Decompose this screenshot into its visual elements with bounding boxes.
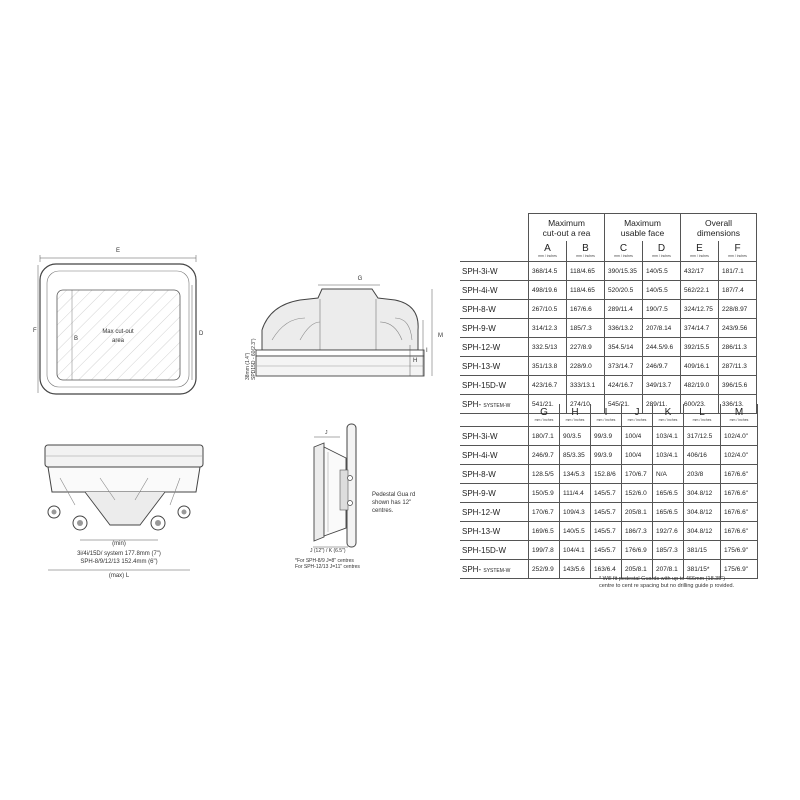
- value-cell: 336/13.: [719, 395, 757, 414]
- value-cell: 140/5.5: [643, 281, 681, 300]
- table-row: [460, 281, 757, 300]
- value-cell: 185/7.3: [653, 541, 684, 560]
- value-cell: 246/9.7: [529, 446, 560, 465]
- table-row: [460, 465, 758, 484]
- value-cell: 103/4.1: [653, 446, 684, 465]
- table-row: [460, 503, 758, 522]
- cutout-label-2: area: [111, 338, 125, 344]
- value-cell: 118/4.65: [567, 262, 605, 281]
- table-row: [460, 522, 758, 541]
- model-cell: SPH-13-W: [460, 522, 529, 541]
- value-cell: 314/12.3: [529, 319, 567, 338]
- value-cell: 170/6.7: [529, 503, 560, 522]
- value-cell: 99/3.9: [591, 446, 622, 465]
- value-cell: 152/6.0: [622, 484, 653, 503]
- dim-d-label: D: [199, 331, 204, 337]
- rear-max-label: (max) L: [108, 573, 130, 579]
- value-cell: 111/4.4: [560, 484, 591, 503]
- value-cell: 205/8.1: [622, 503, 653, 522]
- model-cell: SPH- SYSTEM-W: [460, 560, 529, 579]
- pedestal-label-3: centres.: [372, 508, 394, 514]
- column-header: A mm / inches: [529, 241, 567, 262]
- value-cell: 545/21.: [605, 395, 643, 414]
- value-cell: 90/3.5: [560, 427, 591, 446]
- table-row: [460, 262, 757, 281]
- value-cell: 304.8/12: [684, 484, 721, 503]
- value-cell: 498/19.6: [529, 281, 567, 300]
- value-cell: 199/7.8: [529, 541, 560, 560]
- value-cell: 143/5.6: [560, 560, 591, 579]
- value-cell: 409/16.1: [681, 357, 719, 376]
- value-cell: 170/6.7: [622, 465, 653, 484]
- model-cell: SPH-9-W: [460, 484, 529, 503]
- table-row: [460, 446, 758, 465]
- table-row: [460, 427, 758, 446]
- value-cell: 103/4.1: [653, 427, 684, 446]
- mount-dim-top: J: [325, 430, 328, 436]
- value-cell: 541/21.: [529, 395, 567, 414]
- value-cell: 102/4.0": [721, 427, 758, 446]
- pedestal-label-2: shown has 12": [372, 500, 412, 506]
- model-cell: SPH-4i-W: [460, 446, 529, 465]
- value-cell: 163/6.4: [591, 560, 622, 579]
- dim-b-label: B: [74, 336, 79, 342]
- model-suffix: SYSTEM-W: [483, 402, 511, 409]
- column-header: I mm / inches: [591, 404, 622, 427]
- value-cell: 140/5.5: [643, 262, 681, 281]
- value-cell: 180/7.1: [529, 427, 560, 446]
- side-note-2: SPD15D - 60(2.3"): [251, 338, 257, 380]
- value-cell: 175/6.9": [721, 541, 758, 560]
- model-cell: SPH-4i-W: [460, 281, 529, 300]
- model-cell: SPH-15D-W: [460, 376, 529, 395]
- value-cell: 432/17: [681, 262, 719, 281]
- value-cell: 396/15.6: [719, 376, 757, 395]
- value-cell: N/A: [653, 465, 684, 484]
- value-cell: 390/15.35: [605, 262, 643, 281]
- side-view-drawing: [245, 276, 443, 380]
- pedestal-label-1: Pedestal Gua rd: [372, 492, 416, 498]
- model-cell: SPH-12-W: [460, 338, 529, 357]
- value-cell: 181/7.1: [719, 262, 757, 281]
- table1-body: [460, 262, 757, 414]
- rear-note-2: SPH-8/9/12/13 152.4mm (6"): [80, 559, 158, 565]
- value-cell: 165/6.5: [653, 503, 684, 522]
- table2-body: [460, 427, 758, 579]
- footnote-line-2: centre to cent re spacing but no drilling guide p rovided.: [599, 583, 735, 589]
- table-row: [460, 376, 757, 395]
- table-row: [460, 484, 758, 503]
- value-cell: 368/14.5: [529, 262, 567, 281]
- value-cell: 351/13.8: [529, 357, 567, 376]
- footnote: [599, 576, 789, 590]
- value-cell: 374/14.7: [681, 319, 719, 338]
- dim-e-label: E: [115, 248, 121, 254]
- value-cell: 482/19.0: [681, 376, 719, 395]
- column-header: M mm / inches: [721, 404, 758, 427]
- column-header: C mm / inches: [605, 241, 643, 262]
- value-cell: 109/4.3: [560, 503, 591, 522]
- value-cell: 190/7.5: [643, 300, 681, 319]
- table-row: [460, 541, 758, 560]
- value-cell: 167/6.6": [721, 503, 758, 522]
- value-cell: 274/10.: [567, 395, 605, 414]
- value-cell: 85/3.35: [560, 446, 591, 465]
- value-cell: 100/4: [622, 427, 653, 446]
- value-cell: 244.5/9.6: [643, 338, 681, 357]
- value-cell: 286/11.3: [719, 338, 757, 357]
- value-cell: 140/5.5: [560, 522, 591, 541]
- value-cell: 228/9.0: [567, 357, 605, 376]
- value-cell: 187/7.4: [719, 281, 757, 300]
- value-cell: 373/14.7: [605, 357, 643, 376]
- model-cell: SPH-8-W: [460, 465, 529, 484]
- value-cell: 99/3.9: [591, 427, 622, 446]
- value-cell: 381/15*: [684, 560, 721, 579]
- value-cell: 406/16: [684, 446, 721, 465]
- dim-m-label: M: [438, 333, 443, 339]
- value-cell: 289/11.4: [605, 300, 643, 319]
- value-cell: 332.5/13: [529, 338, 567, 357]
- value-cell: 246/9.7: [643, 357, 681, 376]
- value-cell: 207/8.14: [643, 319, 681, 338]
- value-cell: 203/8: [684, 465, 721, 484]
- dim-i-label: I: [426, 348, 428, 354]
- model-cell: SPH- SYSTEM-W: [460, 395, 529, 414]
- column-header: H mm / inches: [560, 404, 591, 427]
- group-header-overall: Overall dimensions: [681, 214, 757, 242]
- value-cell: 167/6.6": [721, 522, 758, 541]
- value-cell: 100/4: [622, 446, 653, 465]
- value-cell: 381/15: [684, 541, 721, 560]
- footnote-line-1: * Will fit pedestal Guards with up to 466mm (18.35"): [599, 576, 726, 582]
- rear-min-label: (min): [112, 541, 126, 547]
- value-cell: 228/8.97: [719, 300, 757, 319]
- value-cell: 227/8.9: [567, 338, 605, 357]
- cutout-label-1: Max cut-out: [102, 329, 134, 335]
- value-cell: 134/5.3: [560, 465, 591, 484]
- value-cell: 324/12.75: [681, 300, 719, 319]
- value-cell: 336/13.2: [605, 319, 643, 338]
- value-cell: 145/5.7: [591, 541, 622, 560]
- model-cell: SPH-3i-W: [460, 262, 529, 281]
- value-cell: 152.8/6: [591, 465, 622, 484]
- column-header-row: [460, 404, 758, 427]
- value-cell: 118/4.65: [567, 281, 605, 300]
- front-view-drawing: [33, 248, 204, 394]
- value-cell: 169/6.5: [529, 522, 560, 541]
- table-row: [460, 338, 757, 357]
- value-cell: 333/13.1: [567, 376, 605, 395]
- model-cell: SPH-3i-W: [460, 427, 529, 446]
- value-cell: 304.8/12: [684, 522, 721, 541]
- value-cell: 102/4.0": [721, 446, 758, 465]
- value-cell: 175/6.9": [721, 560, 758, 579]
- table-row: [460, 357, 757, 376]
- value-cell: 165/6.5: [653, 484, 684, 503]
- value-cell: 145/5.7: [591, 522, 622, 541]
- table-row: [460, 319, 757, 338]
- side-note-1: 38mm (1.4"): [245, 352, 251, 380]
- value-cell: 167/6.6: [567, 300, 605, 319]
- value-cell: 167/6.6": [721, 484, 758, 503]
- value-cell: 392/15.5: [681, 338, 719, 357]
- value-cell: 304.8/12: [684, 503, 721, 522]
- value-cell: 145/5.7: [591, 484, 622, 503]
- column-header: L mm / inches: [684, 404, 721, 427]
- column-header: K mm / inches: [653, 404, 684, 427]
- value-cell: 317/12.5: [684, 427, 721, 446]
- column-header: B mm / inches: [567, 241, 605, 262]
- value-cell: 289/11.: [643, 395, 681, 414]
- rear-note-1: 3i/4i/15D/ system 177.8mm (7"): [77, 551, 161, 557]
- value-cell: 349/13.7: [643, 376, 681, 395]
- value-cell: 252/9.9: [529, 560, 560, 579]
- mount-bottom-dim: J (12") / K (6.5"): [310, 548, 346, 554]
- value-cell: 243/9.56: [719, 319, 757, 338]
- value-cell: 600/23.: [681, 395, 719, 414]
- column-header: E mm / inches: [681, 241, 719, 262]
- rear-view-drawing: [45, 445, 203, 579]
- value-cell: 150/5.9: [529, 484, 560, 503]
- value-cell: 424/16.7: [605, 376, 643, 395]
- value-cell: 104/4.1: [560, 541, 591, 560]
- dim-f-label: F: [33, 328, 37, 334]
- column-header: D mm / inches: [643, 241, 681, 262]
- value-cell: 423/16.7: [529, 376, 567, 395]
- column-header: G mm / inches: [529, 404, 560, 427]
- column-header-row: [460, 241, 757, 262]
- mount-view-drawing: [295, 424, 415, 570]
- value-cell: 520/20.5: [605, 281, 643, 300]
- model-cell: SPH-8-W: [460, 300, 529, 319]
- column-header: F mm / inches: [719, 241, 757, 262]
- mount-note-2: For SPH-12/13 J=11" centres: [295, 564, 360, 570]
- group-header-cutout: Maximum cut-out a rea: [529, 214, 605, 242]
- group-header-usable-face: Maximum usable face: [605, 214, 681, 242]
- value-cell: 128.5/5: [529, 465, 560, 484]
- value-cell: 185/7.3: [567, 319, 605, 338]
- model-cell: SPH-13-W: [460, 357, 529, 376]
- value-cell: 207/8.1: [653, 560, 684, 579]
- value-cell: 267/10.5: [529, 300, 567, 319]
- table-row: [460, 300, 757, 319]
- dim-g-label: G: [357, 276, 363, 282]
- value-cell: 186/7.3: [622, 522, 653, 541]
- value-cell: 354.5/14: [605, 338, 643, 357]
- model-cell: SPH-15D-W: [460, 541, 529, 560]
- model-cell: SPH-9-W: [460, 319, 529, 338]
- value-cell: 192/7.6: [653, 522, 684, 541]
- dim-h-label: H: [413, 358, 418, 364]
- value-cell: 167/6.6": [721, 465, 758, 484]
- dimensions-table-gm: [460, 404, 758, 579]
- value-cell: 205/8.1: [622, 560, 653, 579]
- column-header: J mm / inches: [622, 404, 653, 427]
- value-cell: 145/5.7: [591, 503, 622, 522]
- value-cell: 176/6.9: [622, 541, 653, 560]
- dimensions-table-af: [460, 213, 757, 414]
- value-cell: 562/22.1: [681, 281, 719, 300]
- mount-note-1: *For SPH-8/9 J=8" centres: [295, 558, 354, 564]
- value-cell: 287/11.3: [719, 357, 757, 376]
- model-suffix: SYSTEM-W: [483, 567, 511, 574]
- model-cell: SPH-12-W: [460, 503, 529, 522]
